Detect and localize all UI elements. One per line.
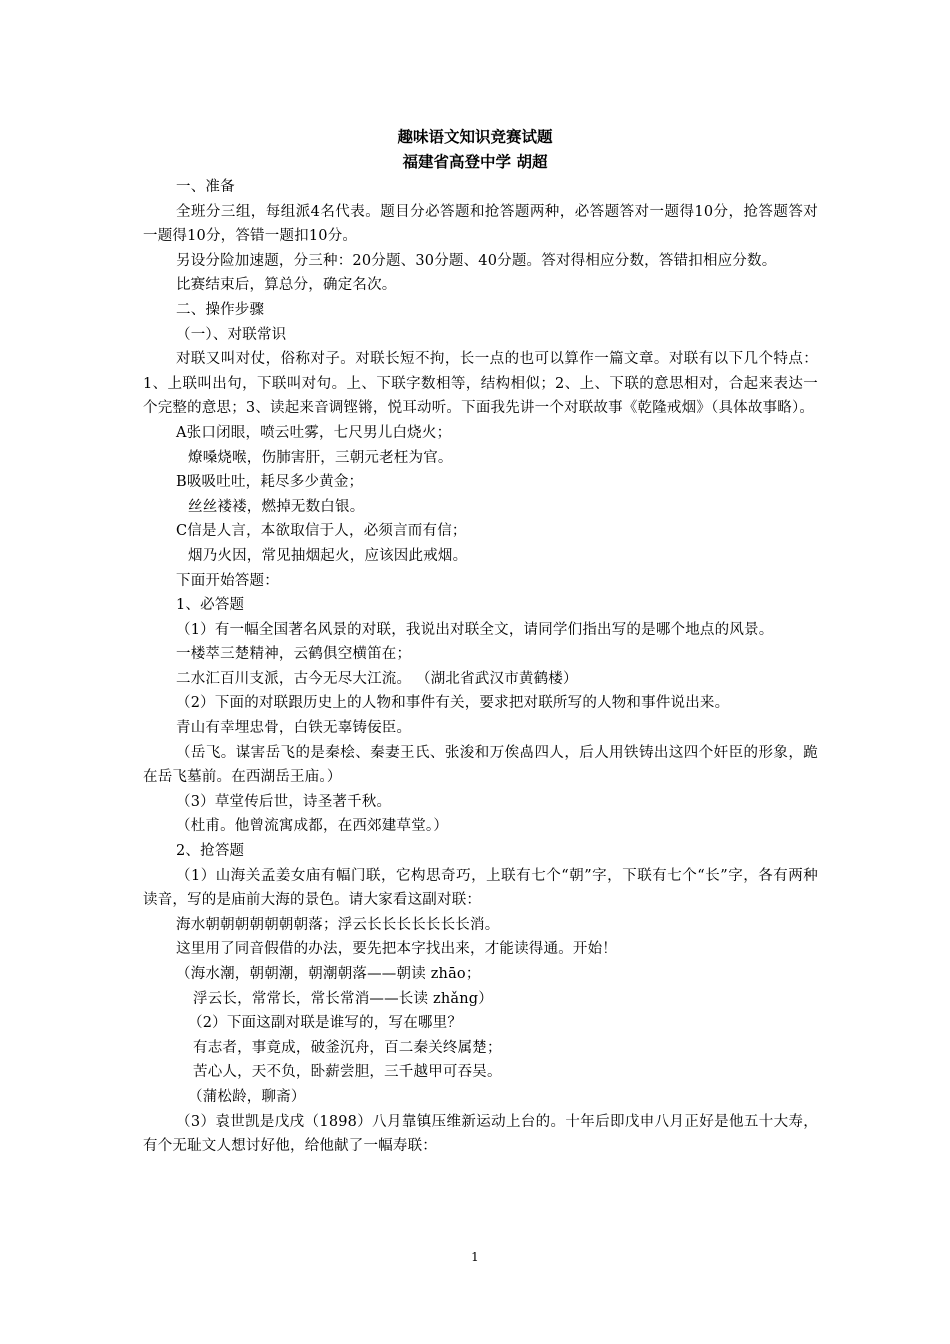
paragraph: （2）下面的对联跟历史上的人物和事件有关，要求把对联所写的人物和事件说出来。: [176, 695, 730, 712]
paragraph: 丝丝褛褛，燃掉无数白银。: [188, 498, 365, 515]
paragraph: 二、操作步骤: [176, 301, 265, 318]
paragraph: （2）下面这副对联是谁写的，写在哪里？: [188, 1015, 463, 1032]
paragraph: （3）草堂传后世，诗圣著千秋。: [176, 793, 392, 810]
paragraph: （岳飞。谋害岳飞的是秦桧、秦妻王氏、张浚和万俟卨四人，后人用铁铸出这四个奸臣的形象，跪在岳飞墓前。在西湖岳王庙。）: [143, 744, 818, 786]
paragraph: A张口闭眼，喷云吐雾，七尺男儿白烧火；: [176, 424, 452, 441]
paragraph: 二水汇百川支派，古今无尽大江流。 （湖北省武汉市黄鹤楼）: [176, 670, 578, 687]
paragraph: 有志者，事竟成，破釜沉舟，百二秦关终属楚；: [193, 1039, 502, 1056]
paragraph: （1）山海关孟姜女庙有幅门联，它构思奇巧，上联有七个“朝”字，下联有七个“长”字，各有两种读音，写的是庙前大海的景色。请大家看这副对联：: [143, 867, 818, 909]
paragraph: 2、抢答题: [176, 843, 245, 860]
paragraph: C信是人言，本欲取信于人，必须言而有信；: [176, 523, 467, 540]
paragraph: B吸吸吐吐，耗尽多少黄金；: [176, 474, 364, 491]
paragraph: 另设分险加速题，分三种：20分题、30分题、40分题。答对得相应分数，答错扣相应分数。: [176, 252, 777, 269]
document-title: 趣味语文知识竞赛试题: [397, 127, 553, 146]
paragraph: 燎嗓烧喉，伤肺害肝，三朝元老枉为官。: [188, 449, 453, 466]
paragraph: 海水朝朝朝朝朝朝朝落；浮云长长长长长长长消。: [176, 916, 500, 933]
paragraph: （海水潮，朝朝潮，朝潮朝落——朝读 zhāo；: [176, 966, 481, 982]
paragraph: 浮云长，常常长，常长常消——长读 zhǎng）: [193, 990, 493, 1007]
paragraph: 下面开始答题：: [176, 572, 279, 589]
page-number: 1: [471, 1250, 479, 1264]
paragraph: 苦心人，天不负，卧薪尝胆，三千越甲可吞吴。: [193, 1064, 502, 1081]
paragraph: 这里用了同音假借的办法，要先把本字找出来，才能读得通。开始！: [176, 941, 617, 958]
paragraph: （3）袁世凯是戊戌（1898）八月靠镇压维新运动上台的。十年后即戊申八月正好是他五十大寿，有个无耻文人想讨好他，给他献了一幅寿联：: [143, 1113, 818, 1155]
paragraph: 比赛结束后，算总分，确定名次。: [176, 277, 397, 294]
paragraph: （蒲松龄，聊斋）: [188, 1088, 306, 1105]
paragraph: 一、准备: [176, 179, 235, 195]
paragraph: 1、必答题: [176, 597, 245, 614]
paragraph: 烟乃火因，常见抽烟起火，应该因此戒烟。: [188, 547, 468, 564]
paragraph: 一楼萃三楚精神，云鹤俱空横笛在；: [176, 646, 412, 663]
paragraph: （杜甫。他曾流寓成都，在西郊建草堂。）: [176, 818, 449, 835]
document-subtitle: 福建省高登中学 胡超: [402, 152, 548, 171]
paragraph: 青山有幸埋忠骨，白铁无辜铸佞臣。: [176, 720, 412, 737]
paragraph: 全班分三组，每组派4名代表。题目分必答题和抢答题两种，必答题答对一题得10分，抢答题答对一题得10分，答错一题扣10分。: [143, 203, 818, 245]
paragraph: （一）、对联常识: [176, 326, 287, 343]
paragraph: （1）有一幅全国著名风景的对联，我说出对联全文，请同学们指出写的是哪个地点的风景。: [176, 621, 774, 638]
paragraph: 对联又叫对仗，俗称对子。对联长短不拘，长一点的也可以算作一篇文章。对联有以下几个特点：1、上联叫出句，下联叫对句。上、下联字数相等，结构相似；2、上、下联的意思相对，合起来表达一个完整的意思；3、读起来音调铿锵，悦耳动听。下面我先讲一个对联故事《乾隆戒烟》（具体故事略）。: [143, 351, 818, 417]
document-body: [143, 175, 818, 1159]
